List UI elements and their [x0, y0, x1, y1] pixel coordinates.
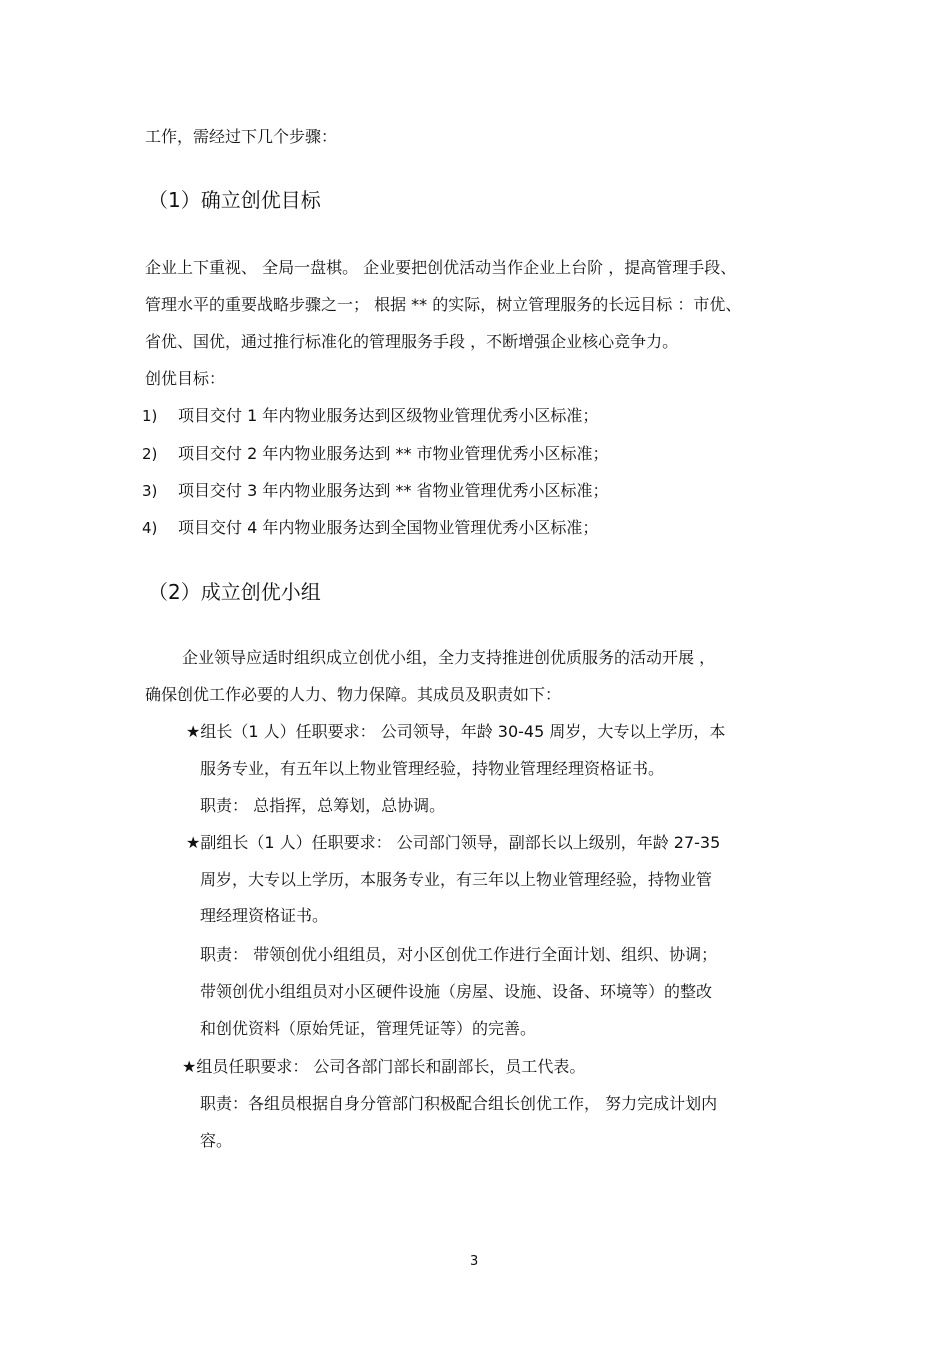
section2-intro-line: 确保创优工作必要的人力、物力保障。其成员及职责如下：	[145, 685, 562, 704]
page-number: 3	[470, 1254, 479, 1269]
deputy-requirement: 周岁，大专以上学历，本服务专业，有三年以上物业管理经验，持物业管	[200, 870, 713, 889]
goal-text: 项目交付 1 年内物业服务达到区级物业管理优秀小区标准；	[178, 406, 599, 425]
section1-para-line: 企业上下重视、 全局一盘棋。 企业要把创优活动当作企业上台阶 ，提高管理手段、	[145, 258, 737, 277]
section1-para-line: 管理水平的重要战略步骤之一； 根据 ** 的实际，树立管理服务的长远目标 ：市优、	[145, 295, 742, 314]
section1-heading: （1）确立创优目标	[148, 188, 321, 212]
section2-heading: （2）成立创优小组	[148, 580, 321, 604]
section2-intro-line: 企业领导应适时组织成立创优小组，全力支持推进创优质服务的活动开展 ，	[182, 648, 716, 667]
goal-text: 项目交付 3 年内物业服务达到 ** 省物业管理优秀小区标准；	[178, 481, 609, 500]
deputy-requirement: ★副组长（1 人）任职要求： 公司部门领导，副部长以上级别，年龄 27-35	[186, 833, 721, 852]
goal-number: 1)	[142, 407, 158, 425]
member-duty: 容。	[200, 1131, 233, 1150]
goals-label: 创优目标：	[145, 369, 226, 388]
deputy-duty: 带领创优小组组员对小区硬件设施（房屋、设施、设备、环境等）的整改	[200, 982, 713, 1001]
goal-number: 4)	[142, 519, 158, 537]
goal-text: 项目交付 4 年内物业服务达到全国物业管理优秀小区标准；	[178, 518, 599, 537]
leader-requirement: 服务专业，有五年以上物业管理经验，持物业管理经理资格证书。	[200, 759, 665, 778]
goal-number: 2)	[142, 445, 158, 463]
deputy-duty: 职责： 带领创优小组组员，对小区创优工作进行全面计划、组织、协调；	[200, 945, 718, 964]
member-requirement: ★组员任职要求： 公司各部门部长和副部长，员工代表。	[182, 1057, 586, 1076]
leader-requirement: ★组长（1 人）任职要求： 公司领导，年龄 30-45 周岁，大专以上学历，本	[186, 722, 726, 741]
section1-para-line: 省优、国优，通过推行标准化的管理服务手段 ，不断增强企业核心竞争力。	[145, 332, 679, 351]
deputy-requirement: 理经理资格证书。	[200, 906, 329, 925]
leader-duty: 职责： 总指挥，总筹划，总协调。	[200, 796, 446, 815]
goal-text: 项目交付 2 年内物业服务达到 ** 市物业管理优秀小区标准；	[178, 444, 609, 463]
goal-number: 3)	[142, 482, 158, 500]
intro-text: 工作，需经过下几个步骤：	[145, 127, 338, 146]
deputy-duty: 和创优资料（原始凭证，管理凭证等）的完善。	[200, 1019, 537, 1038]
member-duty: 职责：各组员根据自身分管部门积极配合组长创优工作， 努力完成计划内	[200, 1094, 718, 1113]
